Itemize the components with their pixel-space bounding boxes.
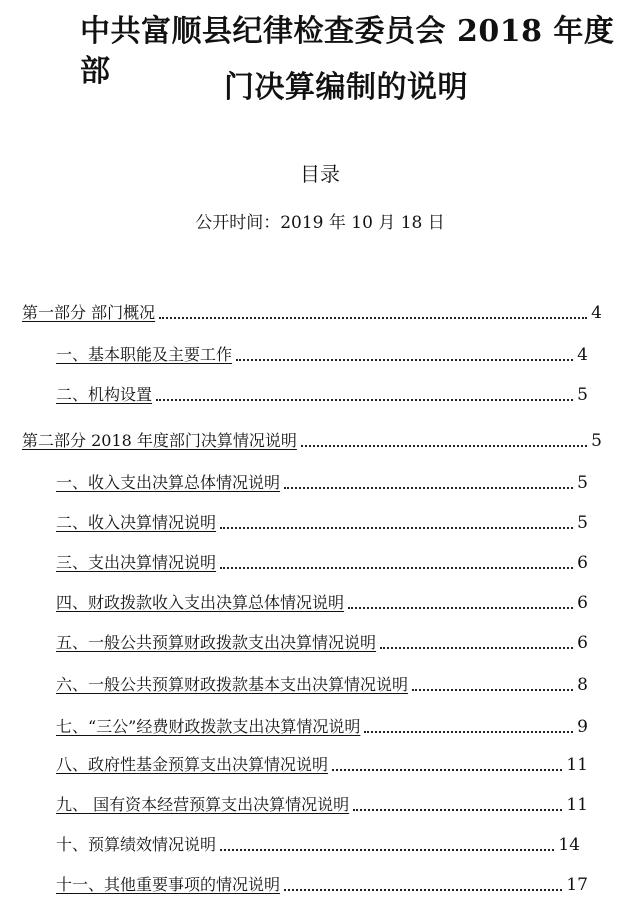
toc-entry-label: 三、支出决算情况说明 bbox=[56, 553, 217, 572]
toc-leader-dots bbox=[301, 445, 587, 447]
toc-leader-dots bbox=[380, 647, 573, 649]
toc-entry[interactable] bbox=[56, 710, 588, 738]
toc-leader-dots bbox=[220, 567, 573, 569]
toc-leader-dots bbox=[364, 731, 573, 733]
toc-entry[interactable] bbox=[56, 668, 588, 696]
toc-entry-page: 8 bbox=[577, 675, 588, 695]
toc-entry-page: 5 bbox=[591, 431, 602, 451]
toc-entry[interactable] bbox=[56, 338, 588, 366]
toc-leader-dots bbox=[332, 769, 562, 771]
toc-entry-label: 十一、其他重要事项的情况说明 bbox=[56, 875, 281, 894]
toc-entry[interactable] bbox=[56, 828, 580, 856]
toc-entry-label: 五、一般公共预算财政拨款支出决算情况说明 bbox=[56, 633, 377, 652]
toc-entry-page: 5 bbox=[577, 513, 588, 533]
toc-entry-label: 第一部分 部门概况 bbox=[22, 303, 156, 322]
toc-entry-page: 11 bbox=[566, 795, 588, 815]
toc-entry-page: 9 bbox=[577, 717, 588, 737]
toc-leader-dots bbox=[348, 607, 573, 609]
toc-entry[interactable] bbox=[22, 296, 602, 324]
toc-leader-dots bbox=[353, 809, 562, 811]
toc-leader-dots bbox=[236, 359, 573, 361]
toc-entry-page: 5 bbox=[577, 473, 588, 493]
toc-entry-label: 第二部分 2018 年度部门决算情况说明 bbox=[22, 431, 297, 450]
toc-entry-page: 14 bbox=[558, 835, 580, 855]
toc-entry[interactable] bbox=[56, 546, 588, 574]
toc-entry-page: 4 bbox=[577, 345, 588, 365]
toc-entry[interactable] bbox=[56, 788, 588, 816]
toc-leader-dots bbox=[284, 487, 573, 489]
toc-entry[interactable] bbox=[22, 424, 602, 452]
toc-entry-page: 6 bbox=[577, 553, 588, 573]
toc-entry-label: 九、 国有资本经营预算支出决算情况说明 bbox=[56, 795, 350, 814]
publish-date: 公开时间：2019 年 10 月 18 日 bbox=[195, 213, 445, 233]
toc-entry-label: 十、预算绩效情况说明 bbox=[56, 835, 217, 854]
toc-entry-label: 一、收入支出决算总体情况说明 bbox=[56, 473, 281, 492]
toc-entry-label: 二、收入决算情况说明 bbox=[56, 513, 217, 532]
toc-entry-page: 11 bbox=[566, 755, 588, 775]
toc-entry[interactable] bbox=[56, 748, 588, 776]
toc-entry[interactable] bbox=[56, 506, 588, 534]
document-title-line-2: 门决算编制的说明 bbox=[224, 70, 468, 105]
toc-leader-dots bbox=[220, 527, 573, 529]
toc-entry[interactable] bbox=[56, 586, 588, 614]
toc-entry-label: 一、基本职能及主要工作 bbox=[56, 345, 233, 364]
toc-entry-page: 5 bbox=[577, 385, 588, 405]
toc-heading: 目录 bbox=[300, 162, 340, 186]
toc-entry[interactable] bbox=[56, 626, 588, 654]
toc-entry-label: 二、机构设置 bbox=[56, 385, 153, 404]
toc-leader-dots bbox=[284, 889, 562, 891]
toc-entry-label: 七、“三公”经费财政拨款支出决算情况说明 bbox=[56, 717, 361, 736]
document-title-line-1: 中共富顺县纪律检查委员会 2018 年度部 bbox=[80, 14, 615, 89]
toc-entry-label: 六、一般公共预算财政拨款基本支出决算情况说明 bbox=[56, 675, 409, 694]
toc-leader-dots bbox=[220, 849, 554, 851]
toc-leader-dots bbox=[412, 689, 573, 691]
toc-entry-page: 6 bbox=[577, 633, 588, 653]
toc-entry-label: 八、政府性基金预算支出决算情况说明 bbox=[56, 755, 329, 774]
toc-entry-page: 4 bbox=[591, 303, 602, 323]
toc-entry[interactable] bbox=[56, 378, 588, 406]
toc-leader-dots bbox=[156, 399, 573, 401]
toc-entry[interactable] bbox=[56, 868, 588, 896]
toc-entry-label: 四、财政拨款收入支出决算总体情况说明 bbox=[56, 593, 345, 612]
toc-entry-page: 17 bbox=[566, 875, 588, 895]
toc-leader-dots bbox=[159, 317, 587, 319]
toc-entry[interactable] bbox=[56, 466, 588, 494]
toc-entry-page: 6 bbox=[577, 593, 588, 613]
